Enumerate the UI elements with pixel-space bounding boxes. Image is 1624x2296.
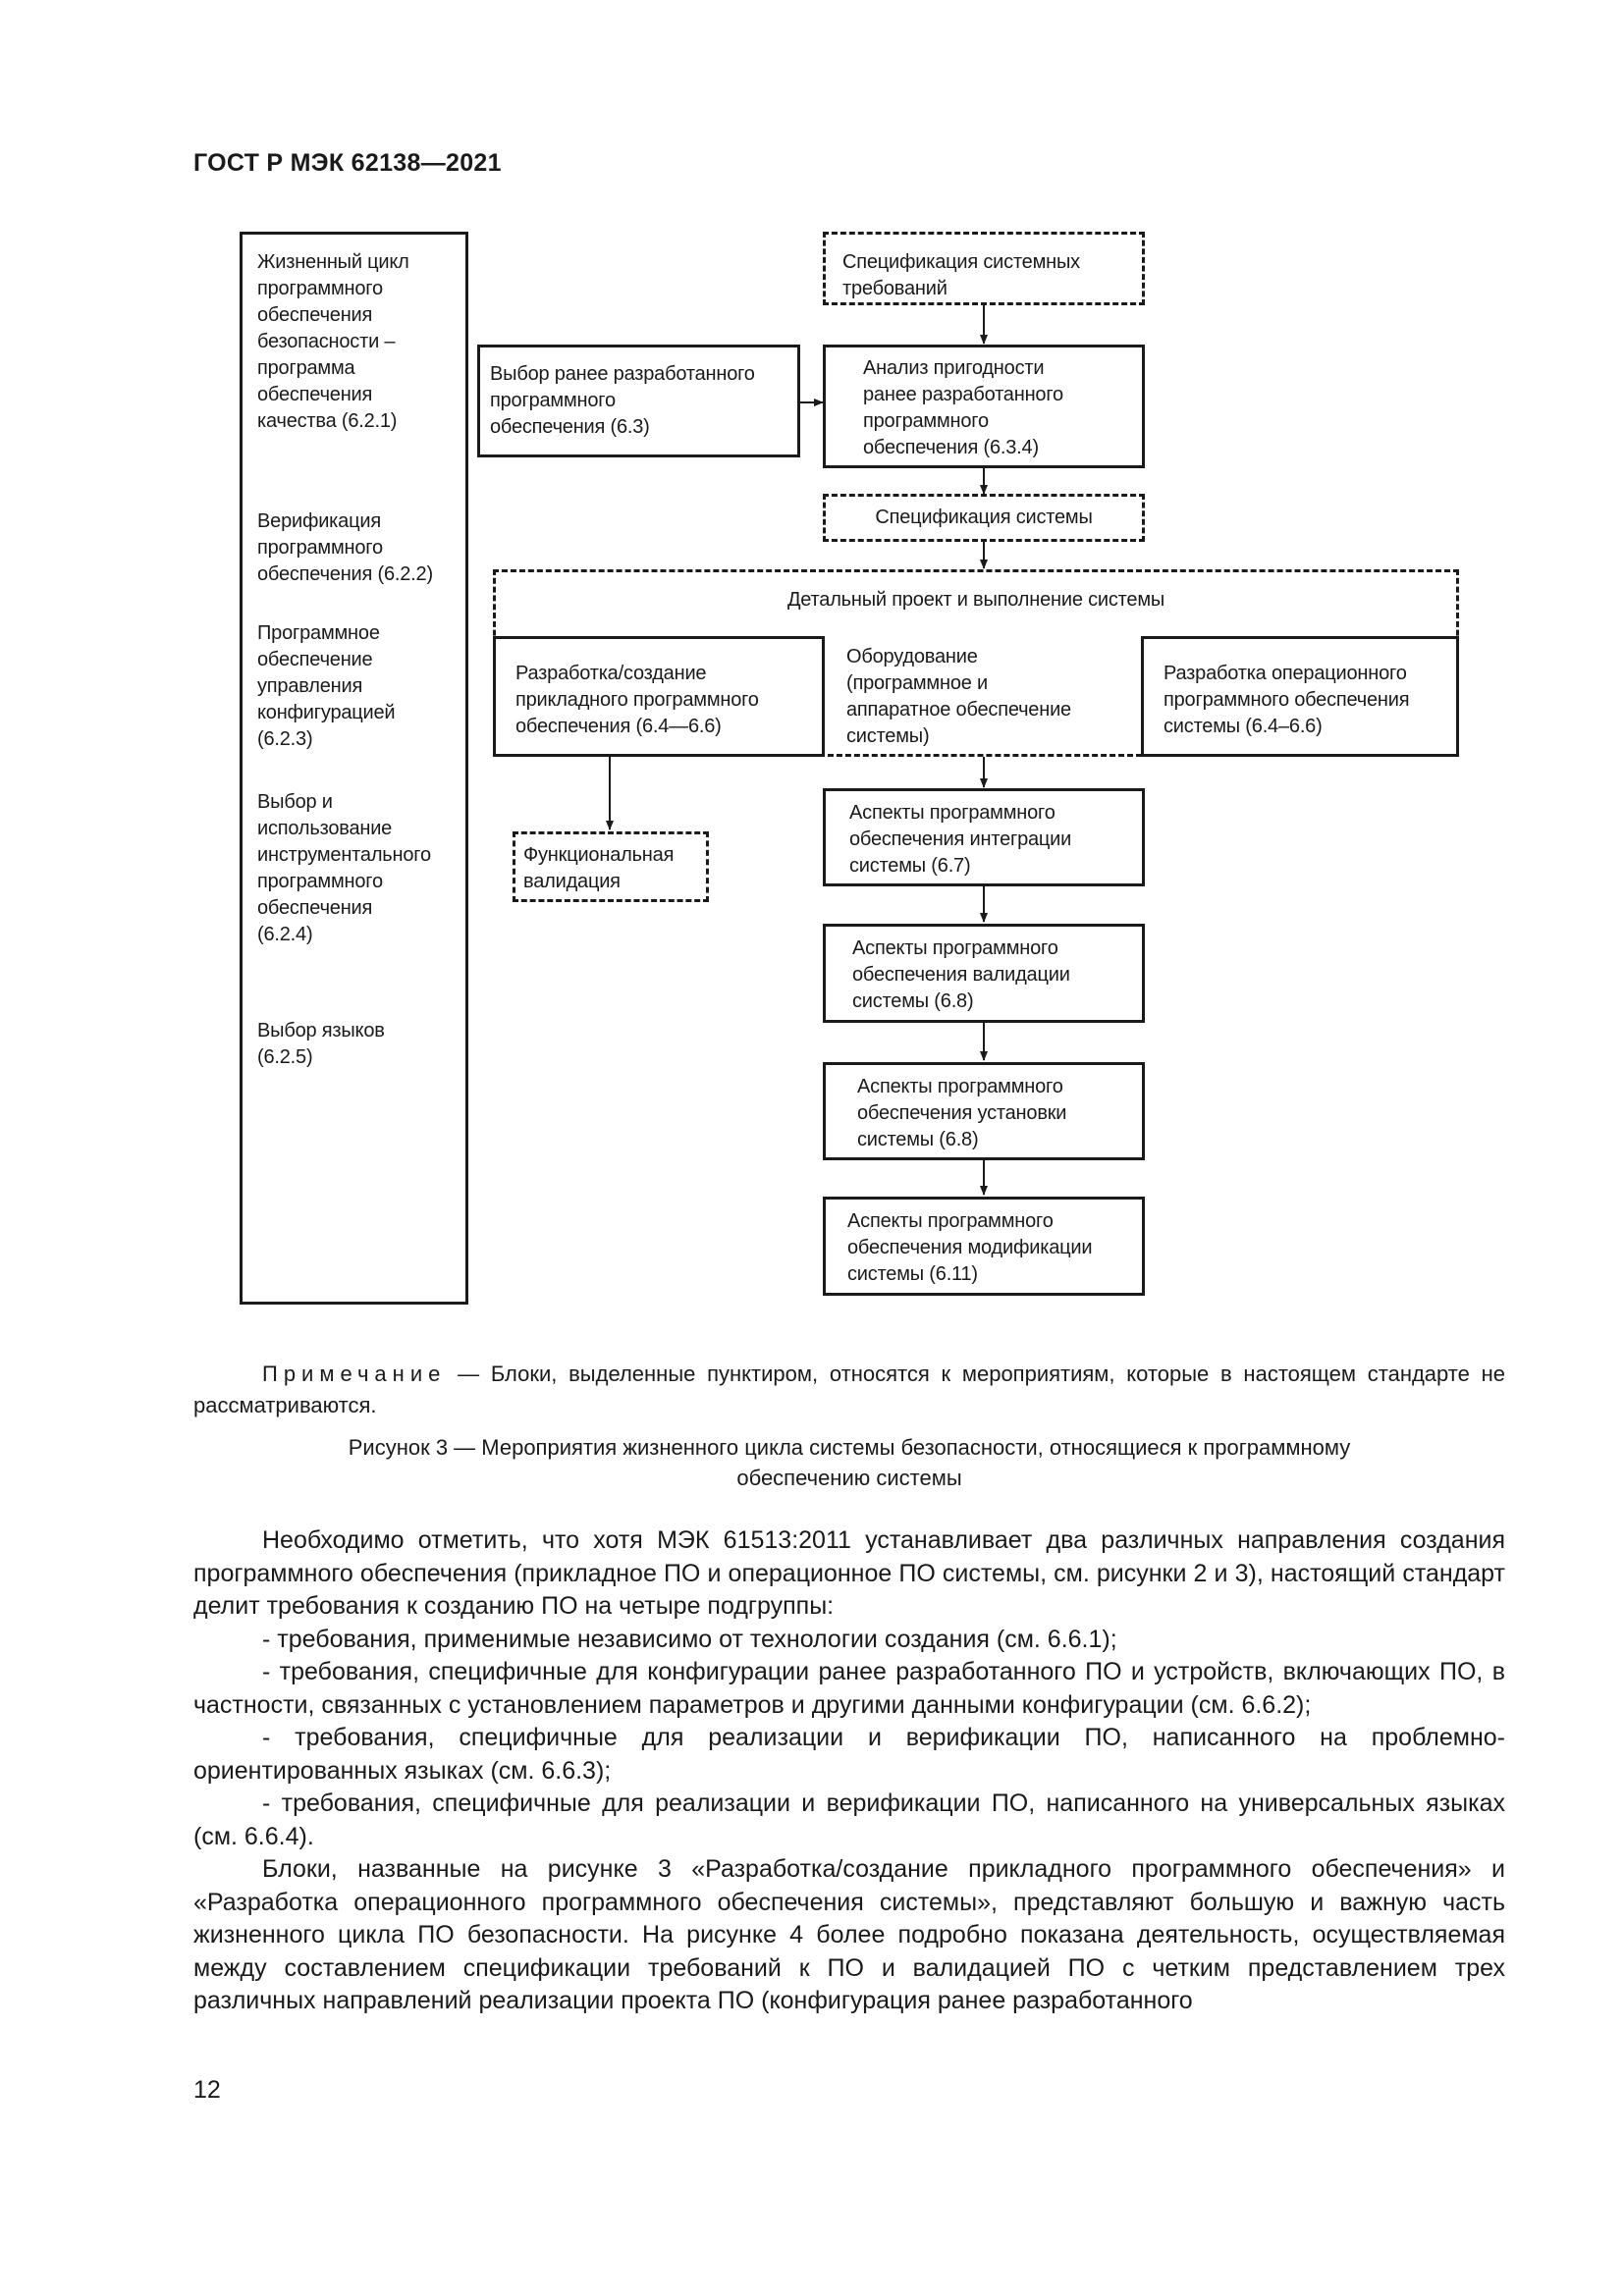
page-number: 12: [193, 2076, 221, 2104]
note-text: — Блоки, выделенные пунктиром, относятся к мероприятиям, которые в настоящем стандарте не рассматриваются.: [193, 1362, 1505, 1417]
box-functional-validation: Функциональная валидация: [513, 831, 709, 902]
figure-note: [193, 1359, 1505, 1421]
box-system-specification: Спецификация системы: [823, 494, 1145, 542]
list-item: - требования, специфичные для конфигурации ранее разработанного ПО и устройств, включающих ПО, в частности, связанных с установлением параметров и другими данными конфигурации (см. 6.6.2);: [193, 1658, 1505, 1719]
list-item: - требования, специфичные для реализации и верификации ПО, написанного на универсальных языках (см. 6.6.4).: [193, 1789, 1505, 1850]
paragraph: Необходимо отметить, что хотя МЭК 61513:2011 устанавливает два различных направления создания программного обеспечения (прикладное ПО и операционное ПО системы, см. рисунки 2 и 3), настоящий стандарт делит требования к созданию ПО на четыре подгруппы:: [193, 1526, 1505, 1620]
caption-line-2: обеспечению системы: [736, 1466, 962, 1490]
list-item: - требования, специфичные для реализации и верификации ПО, написанного на проблемно-ориентированных языках (см. 6.6.3);: [193, 1724, 1505, 1785]
note-label: Примечание: [262, 1362, 447, 1386]
figure-caption: [193, 1432, 1505, 1493]
left-item-quality-program: Жизненный цикл программного обеспечения безопасности – программа обеспечения качества (6.2.1): [257, 251, 409, 432]
document-header: ГОСТ Р МЭК 62138—2021: [193, 149, 502, 177]
box-operational-software-development: Разработка операционного программного обеспечения системы (6.4–6.6): [1141, 636, 1459, 757]
detailed-design-title: Детальный проект и выполнение системы: [786, 589, 1165, 611]
box-modification-aspects: Аспекты программного обеспечения модификации системы (6.11): [823, 1197, 1145, 1296]
box-preexisting-software-selection: Выбор ранее разработанного программного обеспечения (6.3): [477, 345, 800, 457]
box-spec-system-requirements: Спецификация системных требований: [823, 232, 1145, 305]
box-preexisting-suitability-analysis: Анализ пригодности ранее разработанного программного обеспечения (6.3.4): [823, 345, 1145, 468]
box-validation-aspects: Аспекты программного обеспечения валидации системы (6.8): [823, 924, 1145, 1023]
left-item-verification: Верификация программного обеспечения (6.2.2): [257, 510, 433, 585]
left-item-configuration-management: Программное обеспечение управления конфигурацией (6.2.3): [257, 622, 396, 750]
paragraph: Блоки, названные на рисунке 3 «Разработка/создание прикладного программного обеспечения» и «Разработка операционного программного обеспечения системы», представляют большую и важную часть жизненного цикла ПО безопасности. На рисунке 4 более подробно показана деятельность, осуществляемая между составлением спецификации требований к ПО и валидацией ПО с четким представлением трех различных направлений реализации проекта ПО (конфигурация ранее разработанного: [193, 1855, 1505, 2014]
box-installation-aspects: Аспекты программного обеспечения установки системы (6.8): [823, 1062, 1145, 1160]
left-item-tools: Выбор и использование инструментального программного обеспечения (6.2.4): [257, 791, 431, 945]
hardware-label: Оборудование (программное и аппаратное обеспечение системы): [846, 646, 1071, 747]
body-text: [193, 1524, 1505, 2018]
list-item: - требования, применимые независимо от технологии создания (см. 6.6.1);: [262, 1625, 1117, 1653]
left-item-languages: Выбор языков (6.2.5): [257, 1020, 385, 1068]
box-integration-aspects: Аспекты программного обеспечения интеграции системы (6.7): [823, 788, 1145, 886]
box-application-software-development: Разработка/создание прикладного программного обеспечения (6.4—6.6): [493, 636, 825, 757]
caption-line-1: Рисунок 3 — Мероприятия жизненного цикла системы безопасности, относящиеся к программному: [348, 1435, 1351, 1460]
